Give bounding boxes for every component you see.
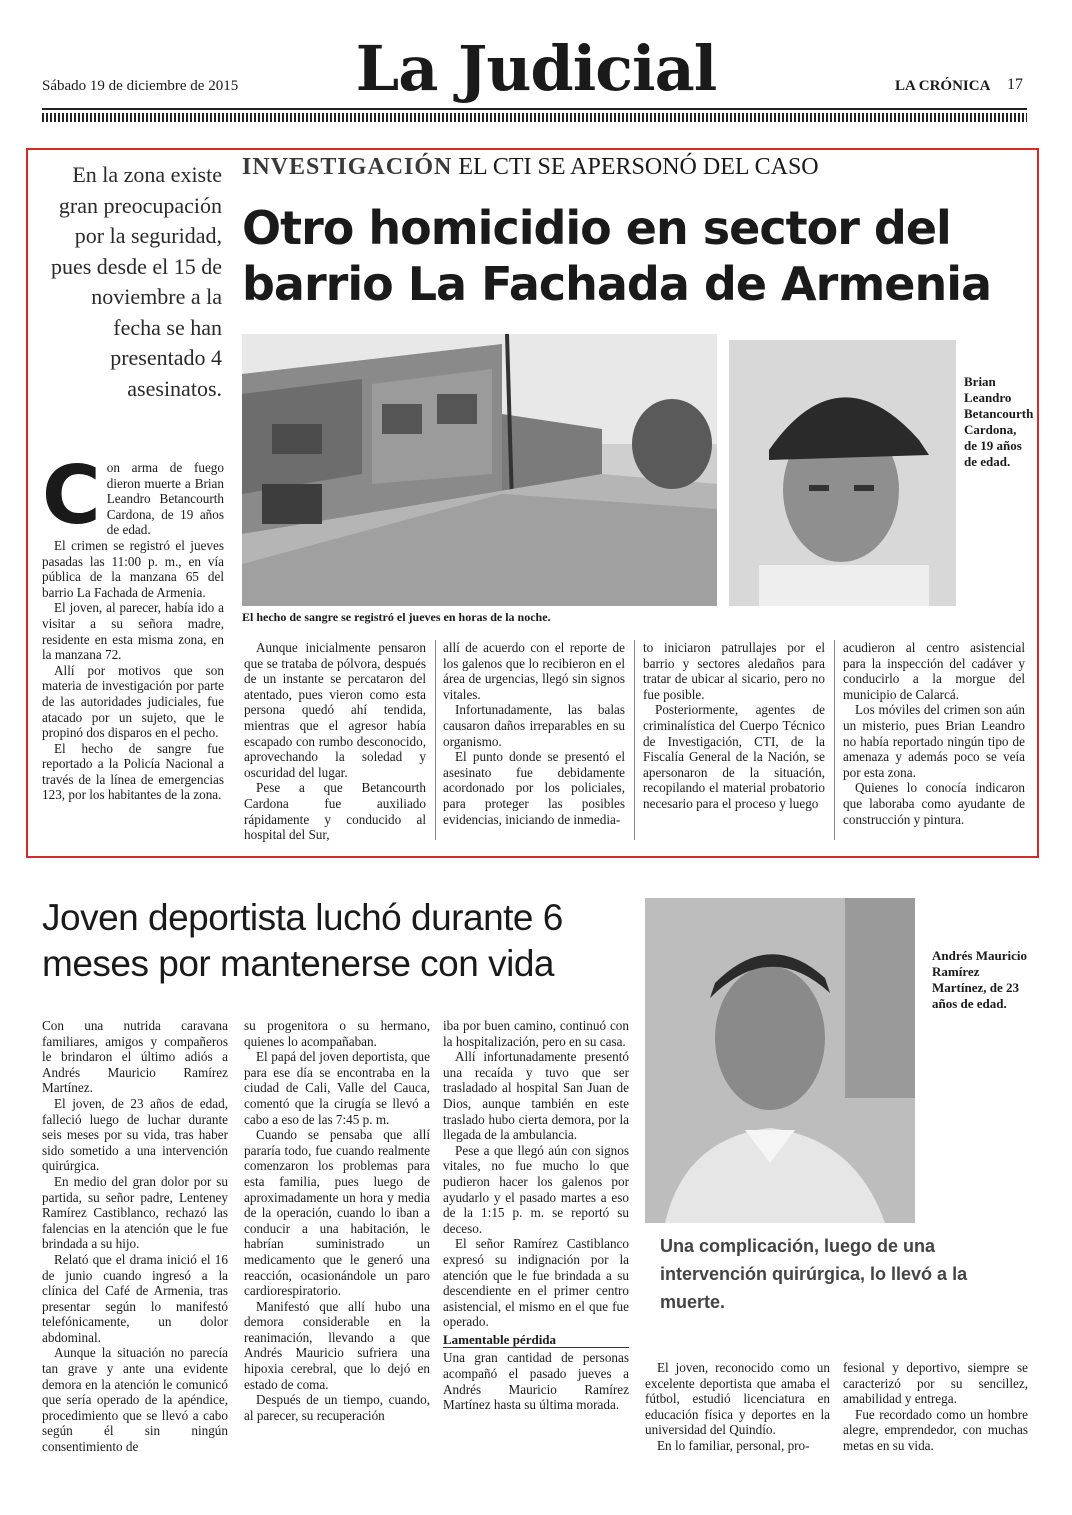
article2-column-1 xyxy=(42,1018,228,1455)
article2-column-5 xyxy=(843,1360,1028,1454)
header-rule xyxy=(42,108,1027,110)
headline-article2: Joven deportista luchó durante 6 meses por mantenerse con vida xyxy=(42,897,563,984)
portrait-caption-brian: Brian Leandro Betancourth Cardona, de 19 años de edad. xyxy=(964,374,1034,469)
article1-column-2 xyxy=(244,640,426,843)
paragraph: Aunque la situación no parecía tan grave y ante una evidente demora en la atención le comunicó que sería operado de la apéndice, procedimiento que se llevó a cabo según él sin ningún consentimiento de xyxy=(42,1345,228,1455)
paragraph: Los móviles del crimen son aún un misterio, pues Brian Leandro no había reportado ningún tipo de amenaza y además poco se veía por esta zona. xyxy=(843,702,1025,780)
subhead: Lamentable pérdida xyxy=(443,1332,629,1349)
portrait-illustration-1 xyxy=(729,340,956,606)
paragraph: Pese a que Betancourth Cardona fue auxiliado rápidamente y conducido al hospital del Sur, xyxy=(244,780,426,843)
article2-column-4 xyxy=(645,1360,830,1454)
paragraph: Relató que el drama inició el 16 de junio cuando ingresó a la clínica del Café de Armenia, tras presentar según lo manifestó telefónicamente, un dolor abdominal. xyxy=(42,1251,228,1345)
paragraph: En medio del gran dolor por su partida, su señor padre, Lenteney Ramírez Castiblanco, rechazó las falencias en la atención que le fue brindada a su hijo. xyxy=(42,1173,228,1252)
street-photo-illustration xyxy=(242,334,717,606)
paragraph: Aunque inicialmente pensaron que se trataba de pólvora, después de un instante se percataron del atentado, pues vieron como esta persona quedó ahí tendida, mientras que el agresor había escapado con rumbo desconocido, aprovechando la soledad y oscuridad del lugar. xyxy=(244,640,426,780)
paragraph: acudieron al centro asistencial para la inspección del cadáver y conducirlo a la morgue del municipio de Calarcá. xyxy=(843,640,1025,702)
paragraph: En lo familiar, personal, pro- xyxy=(657,1437,810,1453)
paragraph: Infortunadamente, las balas causaron daños irreparables en su organismo. xyxy=(443,702,625,749)
header-hatch-rule xyxy=(42,113,1027,122)
section-title: La Judicial xyxy=(355,32,717,105)
paragraph: El hecho de sangre fue reportado a la Policía Nacional a través de la línea de emergencias 123, por los habitantes de la zona. xyxy=(42,740,224,803)
paragraph: Allí por motivos que son materia de investigación por parte de las autoridades judiciales, fue atacado por un sujeto, que le propinó dos disparos en el pecho. xyxy=(42,662,224,741)
paragraph: El punto donde se presentó el asesinato fue debidamente acordonado por los policiales, para proteger las posibles evidencias, iniciando de inmedia- xyxy=(443,749,625,827)
kicker-text: EL CTI SE APERSONÓ DEL CASO xyxy=(458,154,819,180)
page-number: 17 xyxy=(1007,76,1023,93)
paragraph: Una gran cantidad de personas acompañó el pasado jueves a Andrés Mauricio Ramírez Martínez hasta su última morada. xyxy=(443,1350,629,1413)
paragraph: El joven, al parecer, había ido a visitar a su señora madre, residente en esta misma zona, en la manzana 72. xyxy=(42,600,224,663)
kicker xyxy=(242,154,819,181)
portrait-photo-brian xyxy=(729,340,956,606)
pullquote-article2: Una complicación, luego de una intervención quirúrgica, lo llevó a la muerte. xyxy=(660,1236,968,1312)
paragraph: Pese a que llegó aún con signos vitales, no fue mucho lo que pudieron hacer los galenos por ayudarlo y el pasado martes a eso de la 1:15 p. m. se reportó su deceso. xyxy=(443,1142,629,1236)
paragraph: iba por buen camino, continuó con la hospitalización, pero en su casa. xyxy=(443,1018,629,1049)
portrait-illustration-2 xyxy=(645,898,915,1223)
paragraph: El crimen se registró el jueves pasadas las 11:00 p. m., en vía pública de la manzana 65 del barrio La Fachada de Armenia. xyxy=(42,537,224,600)
article2-column-3 xyxy=(443,1018,629,1413)
article1-column-4 xyxy=(643,640,825,812)
portrait-photo-andres xyxy=(645,898,915,1223)
article1-column-5 xyxy=(843,640,1025,827)
paragraph: El señor Ramírez Castiblanco expresó su indignación por la atención que le fue brindada a su descendiente en el primer centro asistencial, el mismo en el que fue operado. xyxy=(443,1236,629,1330)
paragraph: Después de un tiempo, cuando, al parecer, su recuperación xyxy=(244,1392,430,1423)
paragraph: El joven, de 23 años de edad, falleció luego de luchar durante seis meses por su vida, tras haber sido sometido a una intervención quirúrgica. xyxy=(42,1095,228,1174)
pullquote-article1: En la zona existe gran preocupación por la seguridad, pues desde el 15 de noviembre a la fecha se han presentado 4 asesinatos. xyxy=(50,162,222,401)
paragraph: Cuando se pensaba que allí pararía todo, fue cuando realmente comenzaron los problemas para esta familia, pues luego de aproximadamente un hora y media de la operación, cuando lo iban a conducir a una habitación, le habrían suministrado un medicamento que le generó una reacción, ocasionándole un paro cardiorespiratorio. xyxy=(244,1127,430,1299)
paragraph: su progenitora o su hermano, quienes lo acompañaban. xyxy=(244,1018,430,1049)
paragraph: El joven, reconocido como un excelente deportista que amaba el fútbol, estudió licenciatura en educación física y deportes en la universidad del Quindío. xyxy=(645,1360,830,1438)
column-divider xyxy=(834,640,835,840)
drop-cap: C xyxy=(42,449,101,542)
paragraph: Con una nutrida caravana familiares, amigos y compañeros le brindaron el último adiós a Andrés Mauricio Ramírez Martínez. xyxy=(42,1018,228,1096)
article1-column-3 xyxy=(443,640,625,827)
paragraph: Quienes lo conocía indicaron que laboraba como ayudante de construcción y pintura. xyxy=(843,780,1025,827)
portrait-caption-andres: Andrés Mauricio Ramírez Martínez, de 23 años de edad. xyxy=(932,948,1027,1011)
paragraph: El papá del joven deportista, que para ese día se encontraba en la ciudad de Cali, Valle del Cauca, comentó que la cirugía se llevó a cabo a eso de las 7:45 p. m. xyxy=(244,1049,430,1127)
newspaper-name: LA CRÓNICA xyxy=(895,78,991,94)
paragraph: Fue recordado como un hombre alegre, emprendedor, con muchas metas en su vida. xyxy=(843,1406,1028,1453)
paragraph: allí de acuerdo con el reporte de los galenos que lo recibieron en el área de urgencias, llegó sin signos vitales. xyxy=(443,640,625,702)
article2-column-2 xyxy=(244,1018,430,1423)
article1-column-1 xyxy=(42,449,224,803)
photo-caption-article1: El hecho de sangre se registró el jueves en horas de la noche. xyxy=(242,610,551,624)
kicker-label: INVESTIGACIÓN xyxy=(242,154,453,180)
paragraph: on arma de fuego dieron muerte a Brian Leandro Betancourth Cardona, de 19 años de edad. xyxy=(106,460,224,538)
street-photo xyxy=(242,334,717,606)
paragraph: Posteriormente, agentes de criminalística del Cuerpo Técnico de Investigación, CTI, de la Fiscalía General de la Nación, se apersonaron de la situación, recopilando el material probatorio necesario para el proceso y luego xyxy=(643,702,825,811)
issue-date: Sábado 19 de diciembre de 2015 xyxy=(42,78,239,94)
column-divider xyxy=(634,640,635,840)
paragraph: fesional y deportivo, siempre se caracterizó por su sencillez, amabilidad y entrega. xyxy=(843,1360,1028,1407)
column-divider xyxy=(435,640,436,840)
headline-article1: Otro homicidio en sector del barrio La Fachada de Armenia xyxy=(242,201,992,311)
paragraph: Manifestó que allí hubo una demora considerable en la reanimación, llevando a que Andrés Mauricio sufriera una hipoxia cerebral, que lo dejó en estado de coma. xyxy=(244,1298,430,1392)
paragraph: Allí infortunadamente presentó una recaída y tuvo que ser trasladado al hospital San Juan de Dios, aunque también en este traslado hubo cierta demora, por la llegada de la ambulancia. xyxy=(443,1049,629,1143)
paragraph: to iniciaron patrullajes por el barrio y sectores aledaños para tratar de ubicar al sicario, pero no fue posible. xyxy=(643,640,825,702)
